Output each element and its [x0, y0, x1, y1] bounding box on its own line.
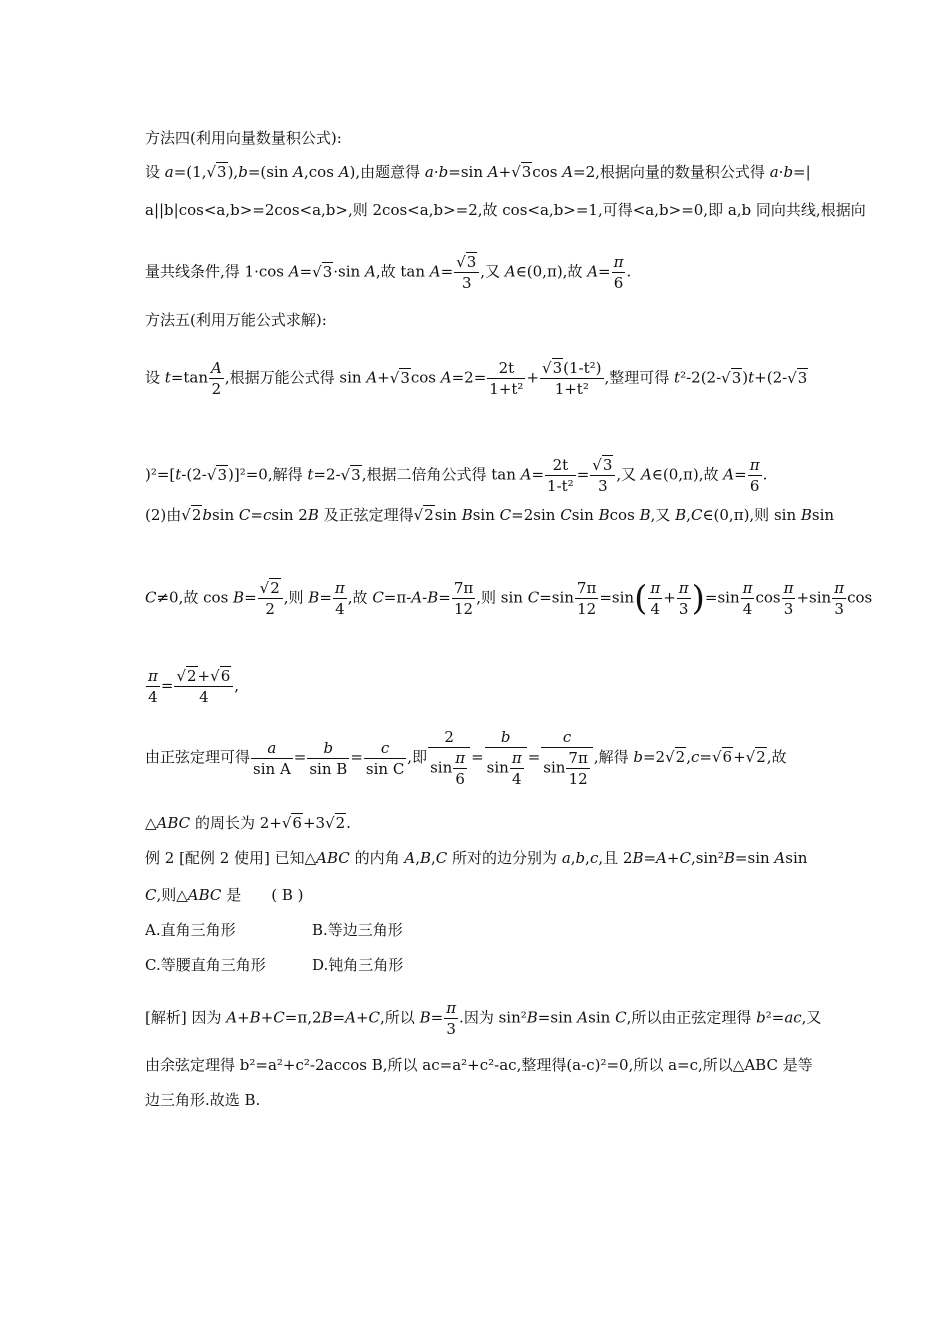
method-four-line-1: 设 a=(1,√3),b=(sin A,cos A),由题意得 a·b=sin A+√3cos A=2,根据向量的数量积公式得 a·b=|	[145, 163, 811, 181]
fraction: $\frac{\pi}{4}$	[334, 579, 345, 618]
fraction: $\frac{A}{2}$	[211, 359, 222, 398]
fraction: $\frac{\pi}{3}$	[446, 999, 457, 1038]
method-four-line-3: 量共线条件,得 1·cos A=√3·sin A,故 tan A= $\frac{√3}{3}$ ,又 A∈(0,π),故 A= $\frac{\pi}{6}$ .	[145, 253, 632, 292]
part-two-line-2: C≠0,故 cos B= $\frac{√2}{2}$ ,则 B= $\frac{\pi}{4}$ ,故 C=π-A-B= $\frac{7\pi}{12}$ ,则 sin C=sin $\frac{7\pi}{12}$ =sin( $\frac{\pi}{4}$ + $\frac{\pi}{3}$ )=sin $\frac{\pi}{4}$ cos $\frac{\pi}{3}$ +sin $\frac{\pi}{3}$ cos	[145, 578, 873, 619]
method-four-line-2: a||b|cos<a,b>=2cos<a,b>,则 2cos<a,b>=2,故 cos<a,b>=1,可得<a,b>=0,即 a,b 同向共线,根据向	[145, 201, 866, 219]
fraction: $\frac{\pi}{6}$	[613, 253, 624, 292]
fraction: $\frac{\text{√3(1-t²)}}{\text{1+t²}}$	[542, 359, 602, 398]
fraction: $\frac{2t}{\text{1-t²}}$	[547, 456, 574, 495]
option-a: A.直角三角形	[145, 921, 236, 939]
fraction: $\frac{\pi}{4}$	[148, 667, 158, 706]
fraction: $\frac{√3}{3}$	[454, 252, 479, 293]
fraction: $\frac{\pi}{4}$	[650, 579, 661, 618]
analysis-line-2: 由余弦定理得 b²=a²+c²-2accos B,所以 ac=a²+c²-ac,整理得(a-c)²=0,所以 a=c,所以△ABC 是等	[145, 1056, 813, 1074]
fraction: 2 sin $\frac{\pi}{6}$	[428, 727, 470, 789]
fraction: $\frac{√2}{2}$	[258, 578, 283, 619]
analysis-line-1: [解析] 因为 A+B+C=π,2B=A+C,所以 B= $\frac{\pi}{3}$ .因为 sin²B=sin Asin C,所以由正弦定理得 b²=ac,又	[145, 999, 822, 1038]
method-five-heading: 方法五(利用万能公式求解):	[145, 311, 327, 329]
fraction: $\frac{2t}{\text{1+t²}}$	[489, 359, 524, 398]
fraction: $\frac{b}{\text{sin B}}$	[309, 738, 348, 778]
fraction: $\frac{7\pi}{12}$	[453, 579, 474, 618]
fraction: b sin $\frac{\pi}{4}$	[485, 727, 527, 789]
method-five-line-1: 设 t=tan $\frac{A}{2}$ ,根据万能公式得 sin A+√3cos A=2= $\frac{2t}{\text{1+t²}}$ + $\frac{\text{√3(1-t²)}}{\text{1+t²}}$ ,整理可得 t²-2(2-√3)t+(2-√3	[145, 359, 808, 398]
fraction: $\frac{\pi}{4}$	[742, 579, 753, 618]
part-two-line-3: $\frac{\pi}{4}$ = $\frac{√2+√6}{4}$ ,	[148, 667, 240, 706]
method-five-line-2: )²=[t-(2-√3)]²=0,解得 t=2-√3,根据二倍角公式得 tan A= $\frac{2t}{\text{1-t²}}$ = $\frac{√3}{3}$ ,又 A∈(0,π),故 A= $\frac{\pi}{6}$ .	[145, 456, 768, 495]
fraction: $\frac{\pi}{3}$	[834, 579, 845, 618]
fraction: $\frac{√2+√6}{4}$	[174, 666, 233, 707]
part-two-line-1: (2)由√2bsin C=csin 2B 及正弦定理得√2sin Bsin C=2sin Csin Bcos B,又 B,C∈(0,π),则 sin Bsin	[145, 506, 835, 524]
answer-badge: ( B )	[271, 886, 304, 904]
fraction: $\frac{\pi}{3}$	[678, 579, 689, 618]
part-two-line-5: △ABC 的周长为 2+√6+3√2.	[145, 814, 351, 832]
option-b: B.等边三角形	[312, 921, 403, 939]
analysis-line-3: 边三角形.故选 B.	[145, 1091, 261, 1109]
fraction: c sin $\frac{7\pi}{12}$	[541, 727, 593, 789]
fraction: $\frac{7\pi}{12}$	[576, 579, 597, 618]
fraction: $\frac{a}{\text{sin A}}$	[253, 738, 291, 778]
fraction: $\frac{\pi}{3}$	[783, 579, 794, 618]
example-two-line-2: C,则△ABC 是 ( B )	[145, 886, 304, 904]
fraction: $\frac{\pi}{6}$	[749, 456, 760, 495]
option-c: C.等腰直角三角形	[145, 956, 266, 974]
method-four-heading: 方法四(利用向量数量积公式):	[145, 129, 342, 147]
fraction: $\frac{√3}{3}$	[590, 455, 615, 496]
option-d: D.钝角三角形	[312, 956, 404, 974]
part-two-line-4: 由正弦定理可得 $\frac{a}{\text{sin A}}$ = $\frac{b}{\text{sin B}}$ = $\frac{c}{\text{sin C}}$ ,即 2 sin $\frac{\pi}{6}$ = b sin $\frac{\pi}{4}$ = c sin $\frac{7\pi}{12}$ ,解得 b=2√2,c=√6+√2,故	[145, 728, 787, 788]
example-two-line-1: 例 2 [配例 2 使用] 已知△ABC 的内角 A,B,C 所对的边分别为 a,b,c,且 2B=A+C,sin²B=sin Asin	[145, 849, 808, 867]
fraction: $\frac{c}{\text{sin C}}$	[365, 738, 405, 778]
